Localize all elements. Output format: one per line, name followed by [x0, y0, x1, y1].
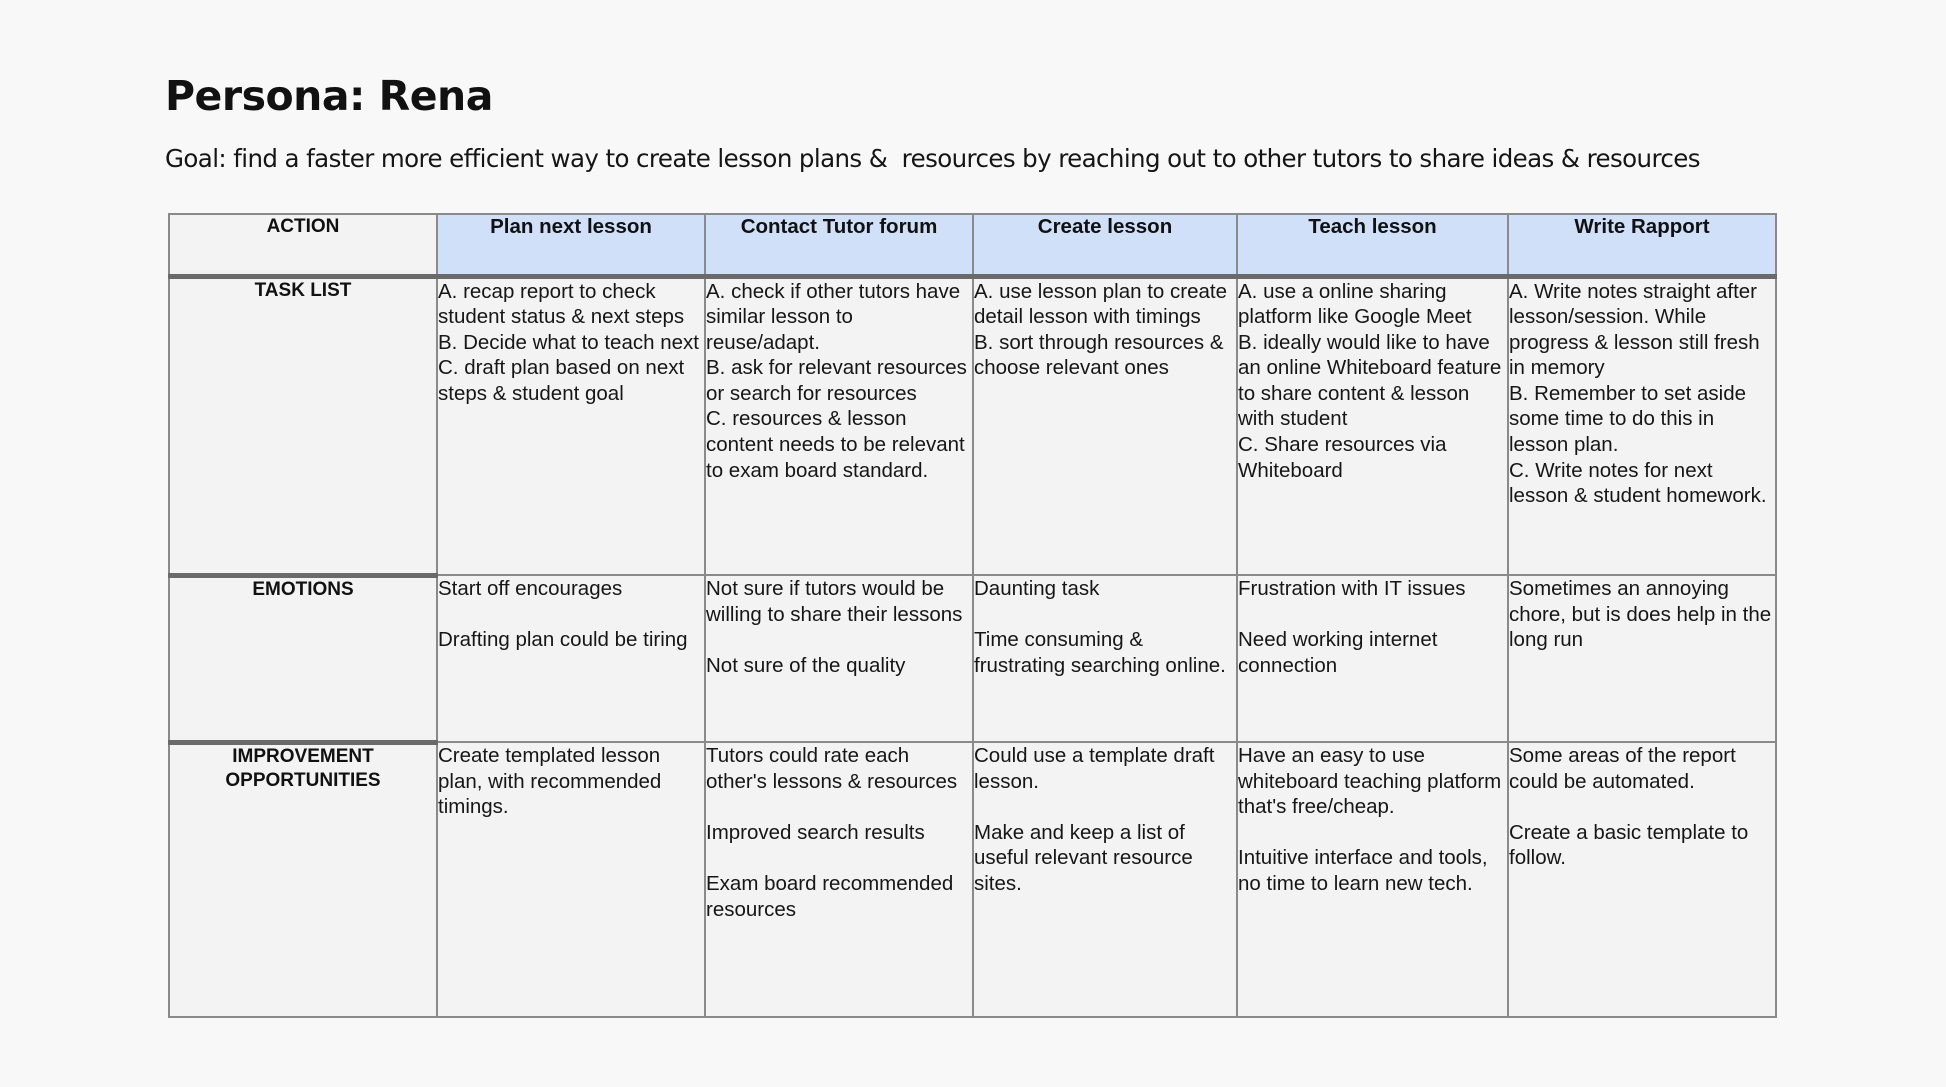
emotion-cell-write-rapport	[1508, 575, 1776, 742]
page-title: Persona: Rena	[165, 72, 493, 120]
improvement-opportunities-row	[169, 742, 1776, 1017]
step-header-create-lesson: Create lesson	[973, 214, 1237, 276]
emotion-cell-contact-tutor-forum	[705, 575, 973, 742]
improvement-note: Could use a template draft lesson.	[974, 744, 1215, 793]
task-cell-teach-lesson	[1237, 276, 1508, 575]
persona-goal: Goal: find a faster more efficient way to create lesson plans & resources by reaching out to other tutors to share ideas & resources	[165, 144, 1700, 173]
step-header-contact-tutor-forum: Contact Tutor forum	[705, 214, 973, 276]
improvement-cell-plan-next-lesson	[437, 742, 705, 1017]
emotion-note: Frustration with IT issues	[1238, 577, 1466, 600]
emotion-note: Drafting plan could be tiring	[438, 628, 688, 652]
task-item: B. ideally would like to have an online Whiteboard feature to share content & lesson with student	[1238, 330, 1502, 431]
task-item: B. sort through resources & choose relevant ones	[974, 330, 1224, 380]
improvement-cell-create-lesson	[973, 742, 1237, 1017]
improvement-cell-contact-tutor-forum	[705, 742, 973, 1017]
emotion-cell-plan-next-lesson	[437, 575, 705, 742]
task-item: C. resources & lesson content needs to be relevant to exam board standard.	[706, 407, 965, 482]
action-header-label: ACTION	[169, 214, 437, 276]
emotion-cell-create-lesson	[973, 575, 1237, 742]
emotion-note: Sometimes an annoying chore, but is does help in the long run	[1509, 577, 1772, 652]
step-header-plan-next-lesson: Plan next lesson	[437, 214, 705, 276]
improvement-cell-write-rapport	[1508, 742, 1776, 1017]
task-item: A. check if other tutors have similar lesson to reuse/adapt.	[706, 279, 961, 354]
improvement-note: Tutors could rate each other's lessons & resources	[706, 744, 958, 793]
emotion-cell-teach-lesson	[1237, 575, 1508, 742]
task-item: A. use lesson plan to create detail lesson with timings	[974, 279, 1227, 329]
step-header-teach-lesson: Teach lesson	[1237, 214, 1508, 276]
emotions-label: EMOTIONS	[169, 575, 437, 742]
improvement-label-line2: OPPORTUNITIES	[225, 769, 381, 791]
improvement-opportunities-label	[169, 742, 437, 1017]
emotion-note: Time consuming & frustrating searching online.	[974, 628, 1226, 677]
emotion-note: Not sure if tutors would be willing to share their lessons	[706, 577, 963, 626]
improvement-note: Create templated lesson plan, with recommended timings.	[438, 744, 662, 819]
emotions-row	[169, 575, 1776, 742]
emotion-note: Not sure of the quality	[706, 653, 906, 677]
task-item: C. Write notes for next lesson & student homework.	[1509, 458, 1767, 508]
improvement-note: Exam board recommended resources	[706, 871, 954, 921]
task-item: A. recap report to check student status & next steps	[438, 279, 685, 329]
emotion-note: Need working internet connection	[1238, 628, 1438, 677]
task-list-row	[169, 276, 1776, 575]
emotion-note: Start off encourages	[438, 577, 623, 600]
emotion-note: Daunting task	[974, 577, 1100, 600]
task-cell-contact-tutor-forum	[705, 276, 973, 575]
task-item: C. draft plan based on next steps & student goal	[438, 356, 685, 405]
improvement-note: Some areas of the report could be automated.	[1509, 744, 1736, 793]
task-cell-create-lesson	[973, 276, 1237, 575]
task-item: B. Remember to set aside some time to do this in lesson plan.	[1509, 381, 1746, 457]
task-item: C. Share resources via Whiteboard	[1238, 433, 1447, 482]
task-cell-write-rapport	[1508, 276, 1776, 575]
improvement-note: Have an easy to use whiteboard teaching platform that's free/cheap.	[1238, 744, 1502, 819]
task-item: B. ask for relevant resources or search for resources	[706, 356, 967, 405]
task-item: A. use a online sharing platform like Google Meet	[1238, 279, 1472, 329]
task-list-label: TASK LIST	[169, 276, 437, 575]
task-cell-plan-next-lesson	[437, 276, 705, 575]
improvement-note: Create a basic template to follow.	[1509, 820, 1749, 870]
header-row	[169, 214, 1776, 276]
improvement-note: Improved search results	[706, 820, 925, 844]
improvement-note: Intuitive interface and tools, no time to learn new tech.	[1238, 846, 1488, 895]
improvement-cell-teach-lesson	[1237, 742, 1508, 1017]
journey-map-table	[168, 213, 1777, 1018]
task-item: A. Write notes straight after lesson/session. While progress & lesson still fresh in memory	[1509, 279, 1760, 380]
improvement-note: Make and keep a list of useful relevant resource sites.	[974, 820, 1193, 895]
step-header-write-rapport: Write Rapport	[1508, 214, 1776, 276]
task-item: B. Decide what to teach next	[438, 330, 699, 354]
improvement-label-line1: IMPROVEMENT	[232, 745, 374, 767]
